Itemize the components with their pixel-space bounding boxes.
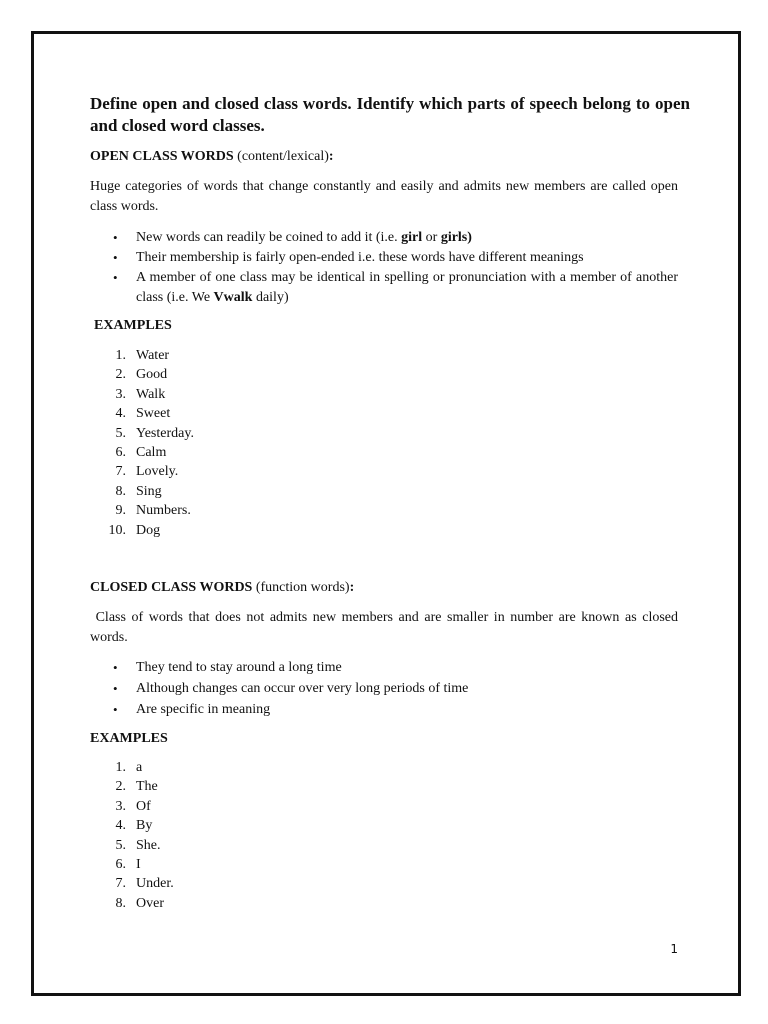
list-number: 7. <box>115 876 126 892</box>
open-class-examples-heading <box>94 317 172 335</box>
list-number: 2. <box>115 367 126 383</box>
closed-class-bullet-list <box>90 657 678 720</box>
list-number: 3. <box>115 798 126 814</box>
bullet-dot: • <box>113 681 118 696</box>
list-number: 10. <box>108 522 126 538</box>
closed-class-colon: : <box>349 580 355 595</box>
list-item-text: Yesterday. <box>136 425 194 441</box>
list-item <box>90 816 490 835</box>
list-item <box>90 758 490 777</box>
bullet-dot: • <box>113 270 118 285</box>
list-item-text: Numbers. <box>136 503 191 519</box>
bullet-dot: • <box>113 250 118 265</box>
bullet-text: Their membership is fairly open-ended i.e. these words have different meanings <box>136 250 584 265</box>
list-item-text: Walk <box>136 386 166 402</box>
open-class-heading-label: OPEN CLASS WORDS <box>90 149 234 164</box>
bullet-text: A member of one class may be identical in spelling or pronunciation with a member of another class (i.e. We <box>136 270 678 305</box>
list-number: 5. <box>115 425 126 441</box>
list-item <box>90 385 490 404</box>
list-item-text: Sweet <box>136 406 171 422</box>
list-item-text: a <box>136 760 143 775</box>
closed-class-bullet-1 <box>90 657 678 678</box>
closed-class-examples-list <box>90 758 490 913</box>
list-number: 3. <box>115 386 126 402</box>
open-class-heading <box>90 148 334 166</box>
bullet-text: New words can readily be coined to add it (i.e. <box>136 230 402 245</box>
bullet-text: Although changes can occur over very long periods of time <box>136 681 469 696</box>
list-item <box>90 521 490 540</box>
list-item-text: Lovely. <box>136 464 179 480</box>
examples-heading-label: EXAMPLES <box>94 318 172 333</box>
list-number: 5. <box>115 837 126 853</box>
open-class-subheading: (content/lexical) <box>233 149 329 164</box>
list-number: 6. <box>115 444 126 460</box>
bullet-bold-text: girl <box>401 230 423 245</box>
list-item-text: The <box>136 779 158 795</box>
closed-class-subheading: (function words) <box>252 580 350 595</box>
list-item <box>90 855 490 874</box>
list-item-text: She. <box>136 837 161 853</box>
list-item <box>90 404 490 423</box>
bullet-text: or <box>422 230 441 245</box>
list-item <box>90 501 490 520</box>
open-class-bullet-list <box>90 228 678 308</box>
list-number: 1. <box>115 348 126 363</box>
bullet-bold-text: Vwalk <box>213 290 253 305</box>
list-item <box>90 346 490 365</box>
list-item-text: Dog <box>136 522 161 538</box>
closed-class-definition: Class of words that does not admits new members and are smaller in number are known as closed words. <box>90 610 682 645</box>
examples-heading-label: EXAMPLES <box>90 731 168 746</box>
list-item <box>90 424 490 443</box>
list-number: 8. <box>115 895 126 911</box>
list-item-text: Sing <box>136 483 162 499</box>
list-number: 4. <box>115 406 126 422</box>
list-item-text: Over <box>136 895 164 911</box>
page-number: 1 <box>670 942 678 956</box>
list-item <box>90 462 490 481</box>
list-item-text: Of <box>136 798 151 814</box>
open-class-examples-list <box>90 346 490 540</box>
open-class-bullet-1 <box>90 228 678 248</box>
page-title: Define open and closed class words. Identify which parts of speech belong to open and closed word classes. <box>90 94 690 135</box>
list-item <box>90 777 490 796</box>
bullet-dot: • <box>113 660 118 675</box>
closed-class-heading-label: CLOSED CLASS WORDS <box>90 580 253 595</box>
open-class-colon: : <box>328 149 334 164</box>
list-number: 9. <box>115 503 126 519</box>
bullet-dot: • <box>113 230 118 245</box>
bullet-bold-text: girls) <box>440 230 472 245</box>
list-item-text: Calm <box>136 444 167 460</box>
bullet-text: They tend to stay around a long time <box>136 660 342 675</box>
open-class-bullet-2 <box>90 248 678 268</box>
closed-class-bullet-3 <box>90 699 678 720</box>
bullet-text: daily) <box>252 290 289 305</box>
list-number: 7. <box>115 464 126 480</box>
list-number: 4. <box>115 818 126 834</box>
list-item-text: Under. <box>136 876 174 892</box>
list-item <box>90 894 490 913</box>
closed-class-examples-heading <box>90 730 168 748</box>
list-item <box>90 836 490 855</box>
list-item <box>90 482 490 501</box>
list-item-text: By <box>136 818 153 834</box>
bullet-dot: • <box>113 702 118 717</box>
list-number: 2. <box>115 779 126 795</box>
list-item-text: Water <box>136 348 170 363</box>
list-number: 1. <box>115 760 126 775</box>
list-item <box>90 443 490 462</box>
closed-class-heading <box>90 579 354 597</box>
bullet-text: Are specific in meaning <box>136 702 271 717</box>
list-number: 6. <box>115 856 126 872</box>
open-class-bullet-3 <box>90 268 678 308</box>
open-class-definition: Huge categories of words that change constantly and easily and admits new members are called open class words. <box>90 179 678 214</box>
list-item-text: I <box>136 856 141 872</box>
list-item-text: Good <box>136 367 168 383</box>
list-number: 8. <box>115 483 126 499</box>
list-item <box>90 874 490 893</box>
list-item <box>90 797 490 816</box>
closed-class-bullet-2 <box>90 678 678 699</box>
list-item <box>90 365 490 384</box>
